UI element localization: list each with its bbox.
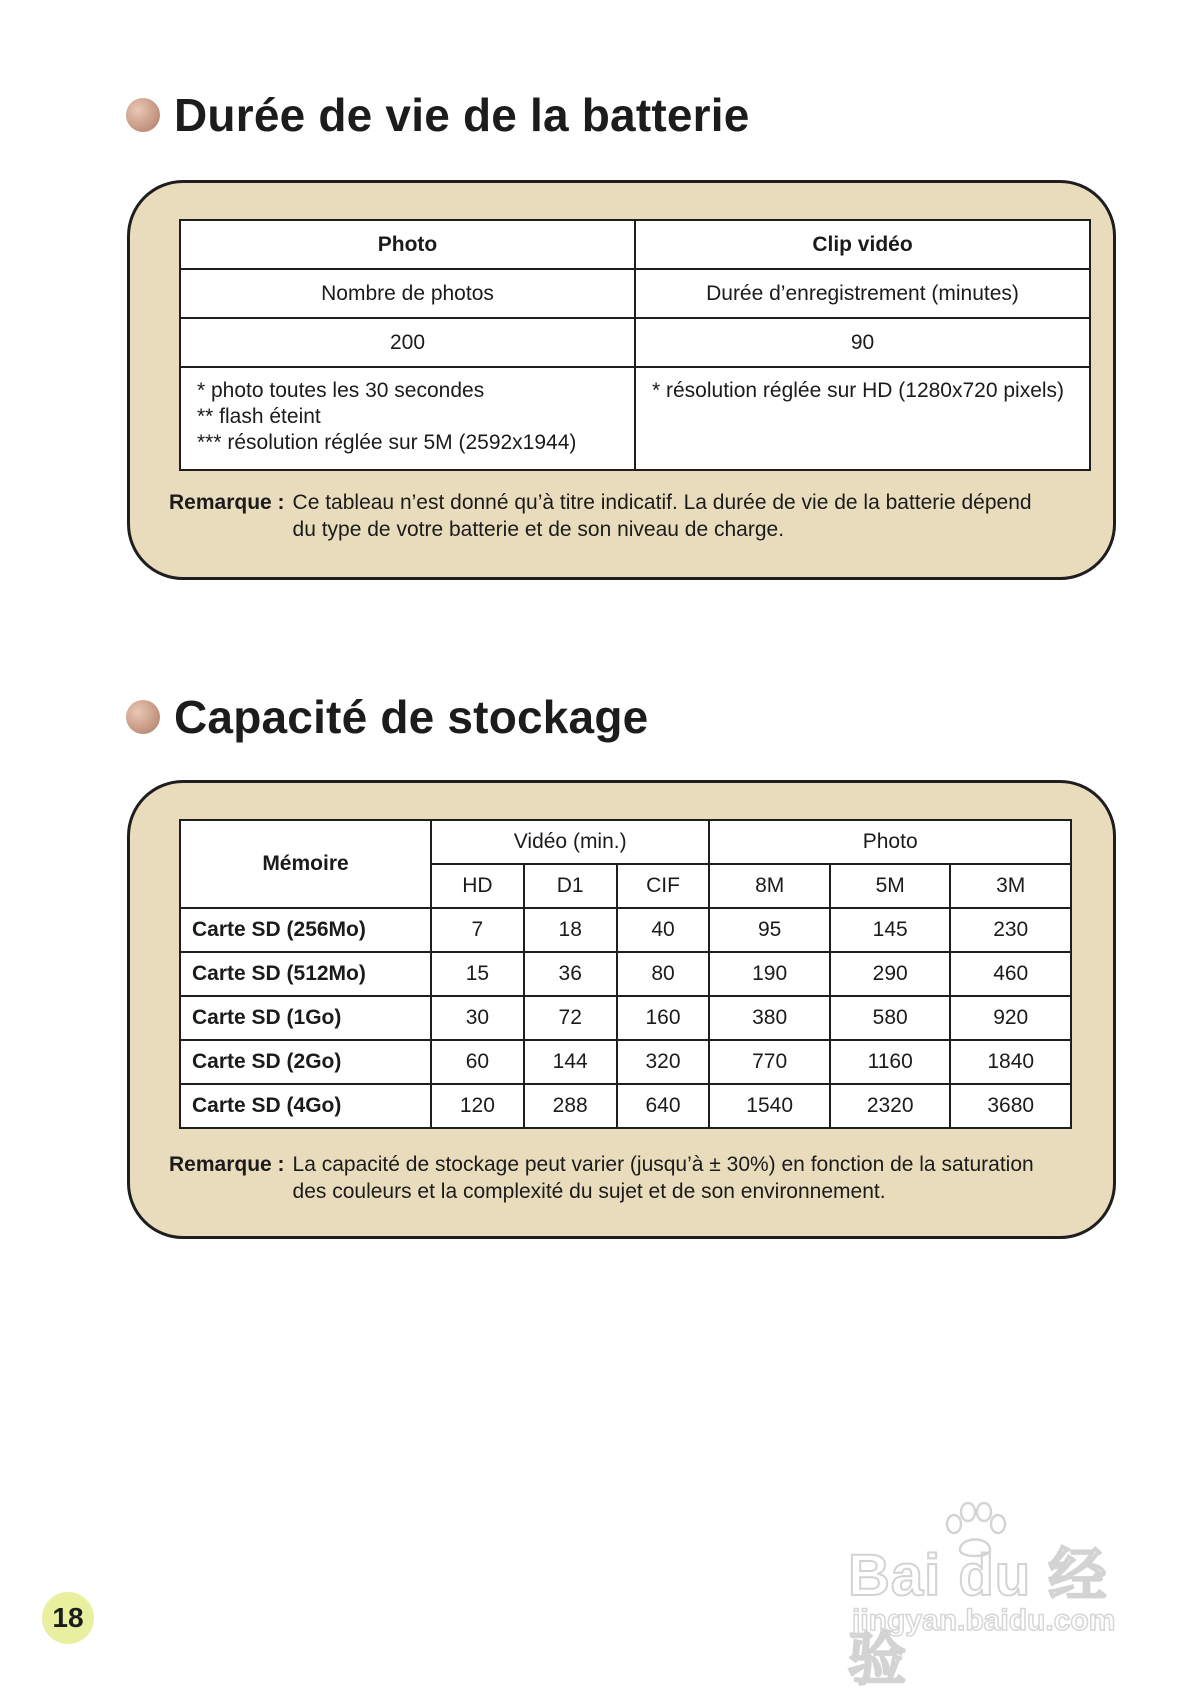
watermark-url: jingyan.baidu.com [852,1604,1116,1637]
remark-label: Remarque : [169,1153,285,1176]
column-header: CIF [617,864,710,908]
photo-note-line: * photo toutes les 30 secondes [197,379,485,402]
battery-header-video: Clip vidéo [635,220,1090,269]
table-cell: 1840 [950,1040,1071,1084]
battery-remark [169,489,1033,543]
storage-header-photo: Photo [709,820,1071,864]
storage-header-video: Vidéo (min.) [431,820,709,864]
row-label: Carte SD (2Go) [180,1040,431,1084]
table-cell: 7 [431,908,524,952]
table-cell: 72 [524,996,617,1040]
table-row [180,952,1071,996]
table-cell: 290 [830,952,951,996]
battery-value-photo: 200 [180,318,635,367]
table-row [180,996,1071,1040]
table-cell: 1540 [709,1084,830,1128]
table-cell: 640 [617,1084,710,1128]
battery-notes-video [635,367,1090,470]
remark-label: Remarque : [169,491,285,514]
row-label: Carte SD (4Go) [180,1084,431,1128]
table-cell: 1160 [830,1040,951,1084]
table-cell: 60 [431,1040,524,1084]
table-cell: 920 [950,996,1071,1040]
table-cell: 80 [617,952,710,996]
storage-remark [169,1151,1053,1205]
storage-table [179,819,1072,1129]
table-cell: 230 [950,908,1071,952]
battery-panel [127,180,1116,580]
table-row [180,1084,1071,1128]
table-cell: 460 [950,952,1071,996]
table-cell: 120 [431,1084,524,1128]
table-cell: 2320 [830,1084,951,1128]
battery-value-video: 90 [635,318,1090,367]
battery-subheader-video: Durée d’enregistrement (minutes) [635,269,1090,318]
table-cell: 145 [830,908,951,952]
table-row [180,1040,1071,1084]
column-header: 3M [950,864,1071,908]
table-cell: 190 [709,952,830,996]
table-cell: 40 [617,908,710,952]
table-cell: 160 [617,996,710,1040]
table-cell: 288 [524,1084,617,1128]
table-cell: 15 [431,952,524,996]
row-label: Carte SD (256Mo) [180,908,431,952]
video-note-line: * résolution réglée sur HD (1280x720 pixels) [652,379,1065,402]
storage-heading: Capacité de stockage [174,691,649,743]
bullet-icon [126,700,160,734]
watermark-main: Bai du 经验 [848,1543,1108,1692]
battery-heading: Durée de vie de la batterie [174,89,750,141]
storage-header-memory: Mémoire [180,820,431,908]
table-cell: 95 [709,908,830,952]
table-cell: 380 [709,996,830,1040]
table-cell: 3680 [950,1084,1071,1128]
table-row [180,908,1071,952]
column-header: 5M [830,864,951,908]
column-header: D1 [524,864,617,908]
remark-text: La capacité de stockage peut varier (jusqu’à ± 30%) en fonction de la saturation des couleurs et la complexité du sujet et de son environnement. [292,1153,1034,1203]
battery-table [179,219,1091,471]
row-label: Carte SD (512Mo) [180,952,431,996]
storage-section-title [126,690,648,744]
photo-note-line: ** flash éteint [197,405,321,428]
table-cell: 144 [524,1040,617,1084]
battery-notes-photo [180,367,635,470]
page-number: 18 [42,1592,94,1644]
battery-section-title [126,88,750,142]
baidu-watermark [848,1500,1138,1692]
remark-text: Ce tableau n’est donné qu’à titre indicatif. La durée de vie de la batterie dépend du type de votre batterie et de son niveau de charge. [292,491,1032,541]
row-label: Carte SD (1Go) [180,996,431,1040]
table-cell: 580 [830,996,951,1040]
table-cell: 30 [431,996,524,1040]
battery-header-photo: Photo [180,220,635,269]
bullet-icon [126,98,160,132]
table-cell: 770 [709,1040,830,1084]
table-cell: 36 [524,952,617,996]
battery-subheader-photo: Nombre de photos [180,269,635,318]
storage-panel [127,780,1116,1239]
column-header: HD [431,864,524,908]
photo-note-line: *** résolution réglée sur 5M (2592x1944) [197,431,577,454]
table-cell: 18 [524,908,617,952]
column-header: 8M [709,864,830,908]
table-cell: 320 [617,1040,710,1084]
